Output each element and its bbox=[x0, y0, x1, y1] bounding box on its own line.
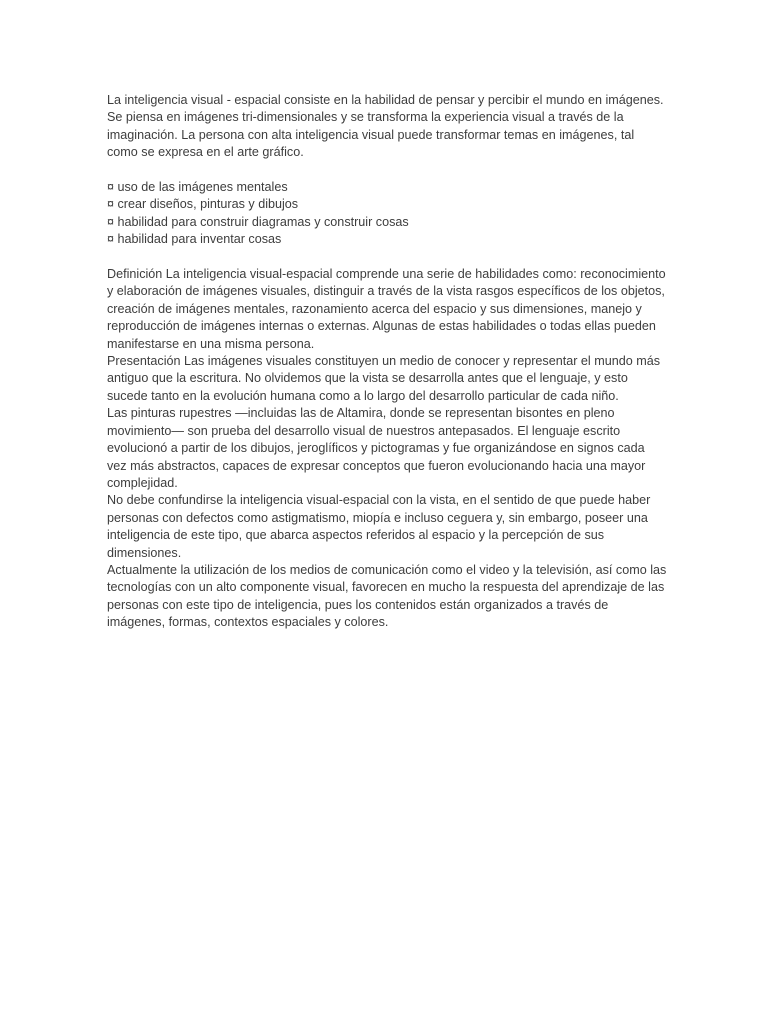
presentation-paragraph: Presentación Las imágenes visuales constituyen un medio de conocer y representar el mundo más antiguo que la escritura. No olvidemos que la vista se desarrolla antes que el lenguaje, y esto sucede tanto en la evolución humana como a lo largo del desarrollo particular de cada niño. bbox=[107, 354, 661, 403]
bullet-item: ¤ uso de las imágenes mentales bbox=[107, 180, 288, 195]
bullet-list bbox=[107, 179, 667, 249]
bullet-item: ¤ habilidad para construir diagramas y construir cosas bbox=[107, 214, 409, 229]
bullet-item: ¤ crear diseños, pinturas y dibujos bbox=[107, 197, 299, 212]
bullet-item: ¤ habilidad para inventar cosas bbox=[107, 232, 282, 247]
cave-paintings-paragraph: Las pinturas rupestres —incluidas las de Altamira, donde se representan bisontes en pleno movimiento— son prueba del desarrollo visual de nuestros antepasados. El lenguaje escrito evolucionó a partir de los dibujos, jeroglíficos y pictogramas y fue organizándose en signos cada vez más abstractos, capaces de expresar conceptos que fueron evolucionando hacia una mayor complejidad. bbox=[107, 406, 646, 490]
definition-paragraph: Definición La inteligencia visual-espacial comprende una serie de habilidades como: reconocimiento y elaboración de imágenes visuales, distinguir a través de la vista rasgos específicos de los objetos, creación de imágenes mentales, razonamiento acerca del espacio y sus dimensiones, manejo y reproducción de imágenes internas o externas. Algunas de estas habilidades o todas ellas pueden manifestarse en una misma persona. bbox=[107, 267, 666, 351]
media-paragraph: Actualmente la utilización de los medios de comunicación como el video y la televisión, así como las tecnologías con un alto componente visual, favorecen en mucho la respuesta del aprendizaje de las personas con este tipo de inteligencia, pues los contenidos están organizados a través de imágenes, formas, contextos espaciales y colores. bbox=[107, 562, 667, 630]
vision-distinction-paragraph: No debe confundirse la inteligencia visual-espacial con la vista, en el sentido de que puede haber personas con defectos como astigmatismo, miopía e incluso ceguera y, sin embargo, poseer una inteligencia de este tipo, que abarca aspectos referidos al espacio y la percepción de sus dimensiones. bbox=[107, 493, 651, 560]
document-body bbox=[107, 92, 667, 632]
intro-paragraph: La inteligencia visual - espacial consiste en la habilidad de pensar y percibir el mundo en imágenes. Se piensa en imágenes tri-dimensionales y se transforma la experiencia visual a través de la imaginación. La persona con alta inteligencia visual puede transformar temas en imágenes, tal como se expresa en el arte gráfico. bbox=[107, 93, 664, 160]
